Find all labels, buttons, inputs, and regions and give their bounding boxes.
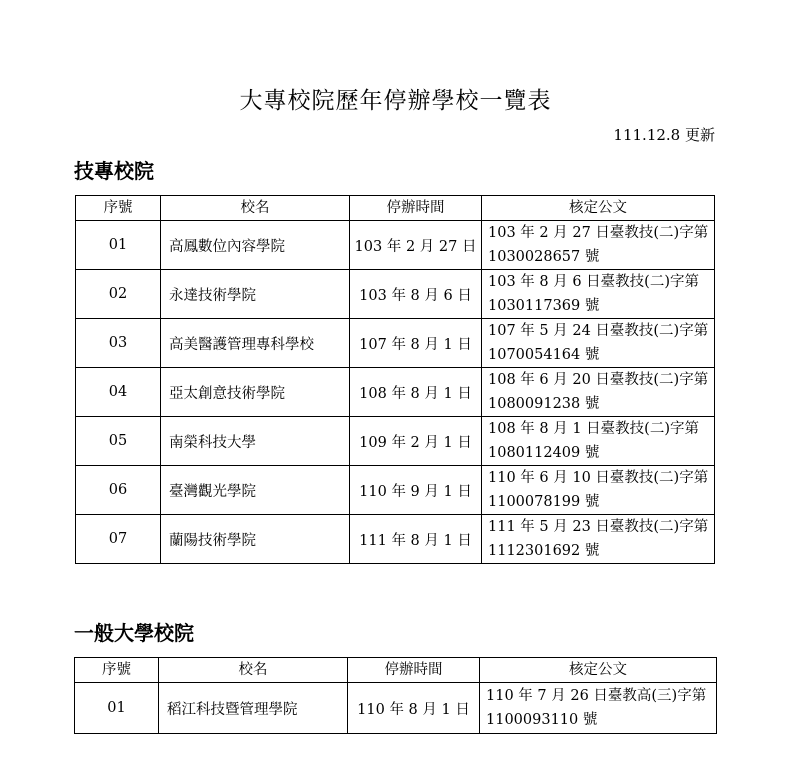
document-line-2: 1100093110 號 bbox=[486, 712, 598, 728]
table-header-row bbox=[76, 196, 715, 221]
row-index: 03 bbox=[76, 319, 161, 368]
approval-document bbox=[482, 221, 715, 270]
closure-date: 111 年 8 月 1 日 bbox=[350, 515, 482, 564]
row-index: 01 bbox=[76, 221, 161, 270]
school-name: 臺灣觀光學院 bbox=[161, 466, 350, 515]
header-document: 核定公文 bbox=[480, 658, 717, 683]
header-index: 序號 bbox=[75, 658, 159, 683]
closure-date: 103 年 8 月 6 日 bbox=[350, 270, 482, 319]
document-line-2: 1100078199 號 bbox=[488, 494, 600, 510]
section-heading-vocational: 技專校院 bbox=[74, 159, 154, 183]
document-line-1: 103 年 2 月 27 日臺教技(二)字第 bbox=[488, 225, 709, 241]
table-row bbox=[76, 515, 715, 564]
header-document: 核定公文 bbox=[482, 196, 715, 221]
document-line-2: 1112301692 號 bbox=[488, 543, 600, 559]
closure-date: 109 年 2 月 1 日 bbox=[350, 417, 482, 466]
header-index: 序號 bbox=[76, 196, 161, 221]
table-row bbox=[76, 368, 715, 417]
document-line-1: 110 年 7 月 26 日臺教高(三)字第 bbox=[486, 688, 707, 704]
approval-document bbox=[480, 683, 717, 734]
approval-document bbox=[482, 319, 715, 368]
header-school: 校名 bbox=[161, 196, 350, 221]
table-row bbox=[76, 417, 715, 466]
section-heading-general: 一般大學校院 bbox=[74, 621, 194, 645]
row-index: 06 bbox=[76, 466, 161, 515]
table-row bbox=[76, 466, 715, 515]
row-index: 02 bbox=[76, 270, 161, 319]
table-row bbox=[76, 221, 715, 270]
closure-date: 110 年 8 月 1 日 bbox=[348, 683, 480, 734]
closure-date: 107 年 8 月 1 日 bbox=[350, 319, 482, 368]
document-line-1: 103 年 8 月 6 日臺教技(二)字第 bbox=[488, 274, 699, 290]
header-date: 停辦時間 bbox=[350, 196, 482, 221]
document-line-2: 1080091238 號 bbox=[488, 396, 600, 412]
document-line-1: 108 年 6 月 20 日臺教技(二)字第 bbox=[488, 372, 709, 388]
general-universities-table bbox=[74, 657, 717, 734]
row-index: 07 bbox=[76, 515, 161, 564]
row-index: 01 bbox=[75, 683, 159, 734]
document-line-2: 1070054164 號 bbox=[488, 347, 600, 363]
school-name: 稻江科技暨管理學院 bbox=[159, 683, 348, 734]
school-name: 南榮科技大學 bbox=[161, 417, 350, 466]
table-row bbox=[75, 683, 717, 734]
document-line-2: 1030028657 號 bbox=[488, 249, 600, 265]
document-line-1: 110 年 6 月 10 日臺教技(二)字第 bbox=[488, 470, 709, 486]
school-name: 永達技術學院 bbox=[161, 270, 350, 319]
header-school: 校名 bbox=[159, 658, 348, 683]
table-header-row bbox=[75, 658, 717, 683]
document-line-1: 111 年 5 月 23 日臺教技(二)字第 bbox=[488, 519, 709, 535]
document-line-2: 1080112409 號 bbox=[488, 445, 600, 461]
approval-document bbox=[482, 417, 715, 466]
closure-date: 103 年 2 月 27 日 bbox=[350, 221, 482, 270]
row-index: 04 bbox=[76, 368, 161, 417]
approval-document bbox=[482, 466, 715, 515]
vocational-schools-table bbox=[75, 195, 715, 564]
school-name: 蘭陽技術學院 bbox=[161, 515, 350, 564]
page-title: 大專校院歷年停辦學校一覽表 bbox=[239, 88, 552, 114]
approval-document bbox=[482, 270, 715, 319]
document-line-2: 1030117369 號 bbox=[488, 298, 600, 314]
school-name: 亞太創意技術學院 bbox=[161, 368, 350, 417]
document-line-1: 108 年 8 月 1 日臺教技(二)字第 bbox=[488, 421, 699, 437]
closure-date: 108 年 8 月 1 日 bbox=[350, 368, 482, 417]
document-line-1: 107 年 5 月 24 日臺教技(二)字第 bbox=[488, 323, 709, 339]
approval-document bbox=[482, 515, 715, 564]
table-row bbox=[76, 270, 715, 319]
approval-document bbox=[482, 368, 715, 417]
row-index: 05 bbox=[76, 417, 161, 466]
closure-date: 110 年 9 月 1 日 bbox=[350, 466, 482, 515]
update-date: 111.12.8 更新 bbox=[613, 126, 715, 144]
school-name: 高鳳數位內容學院 bbox=[161, 221, 350, 270]
table-row bbox=[76, 319, 715, 368]
school-name: 高美醫護管理專科學校 bbox=[161, 319, 350, 368]
header-date: 停辦時間 bbox=[348, 658, 480, 683]
